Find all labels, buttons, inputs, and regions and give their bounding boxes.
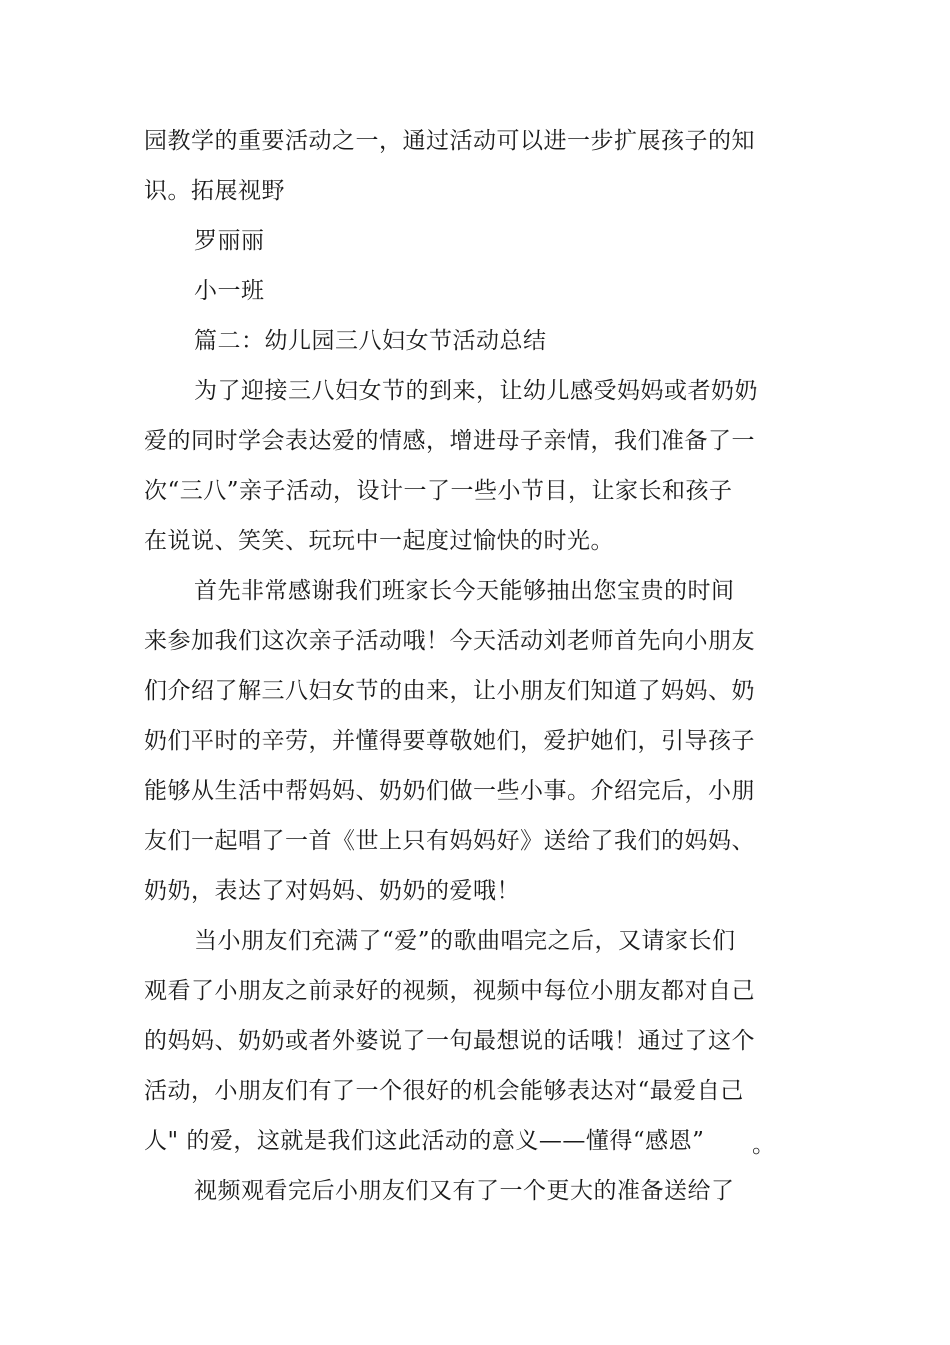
text-line: 园教学的重要活动之一，通过活动可以进一步扩展孩子的知 (144, 128, 755, 154)
text-line: 识。拓展视野 (144, 178, 285, 204)
text-line: 人" 的爱，这就是我们这此活动的意义——懂得“感恩” (144, 1128, 705, 1154)
text-line: 能够从生活中帮妈妈、奶奶们做一些小事。介绍完后，小朋 (144, 778, 755, 804)
text-line: 次“三八”亲子活动，设计一了一些小节目，让家长和孩子 (144, 478, 733, 504)
text-line: 为了迎接三八妇女节的到来，让幼儿感受妈妈或者奶奶 (194, 378, 758, 404)
text-line: 爱的同时学会表达爱的情感，增进母子亲情，我们准备了一 (144, 428, 755, 454)
text-line: 在说说、笑笑、玩玩中一起度过愉快的时光。 (144, 528, 614, 554)
trailing-period: 。 (752, 1132, 775, 1158)
text-line: 当小朋友们充满了“爱”的歌曲唱完之后，又请家长们 (194, 928, 736, 954)
section-heading: 篇二：幼儿园三八妇女节活动总结 (194, 328, 547, 354)
text-line: 的妈妈、奶奶或者外婆说了一句最想说的话哦！通过了这个 (144, 1028, 755, 1054)
text-line: 活动，小朋友们有了一个很好的机会能够表达对“最爱自己 (144, 1078, 744, 1104)
text-line: 奶奶，表达了对妈妈、奶奶的爱哦！ (144, 878, 520, 904)
text-line: 们介绍了解三八妇女节的由来，让小朋友们知道了妈妈、奶 (144, 678, 755, 704)
text-line: 视频观看完后小朋友们又有了一个更大的准备送给了 (194, 1178, 735, 1204)
text-line: 首先非常感谢我们班家长今天能够抽出您宝贵的时间 (194, 578, 735, 604)
text-line: 友们一起唱了一首《世上只有妈妈好》送给了我们的妈妈、 (144, 828, 755, 854)
text-line: 观看了小朋友之前录好的视频，视频中每位小朋友都对自己 (144, 978, 755, 1004)
text-line: 来参加我们这次亲子活动哦！今天活动刘老师首先向小朋友 (144, 628, 755, 654)
class-name: 小一班 (194, 278, 265, 304)
text-line: 奶们平时的辛劳，并懂得要尊敬她们，爱护她们，引导孩子 (144, 728, 755, 754)
author-name: 罗丽丽 (194, 228, 265, 254)
